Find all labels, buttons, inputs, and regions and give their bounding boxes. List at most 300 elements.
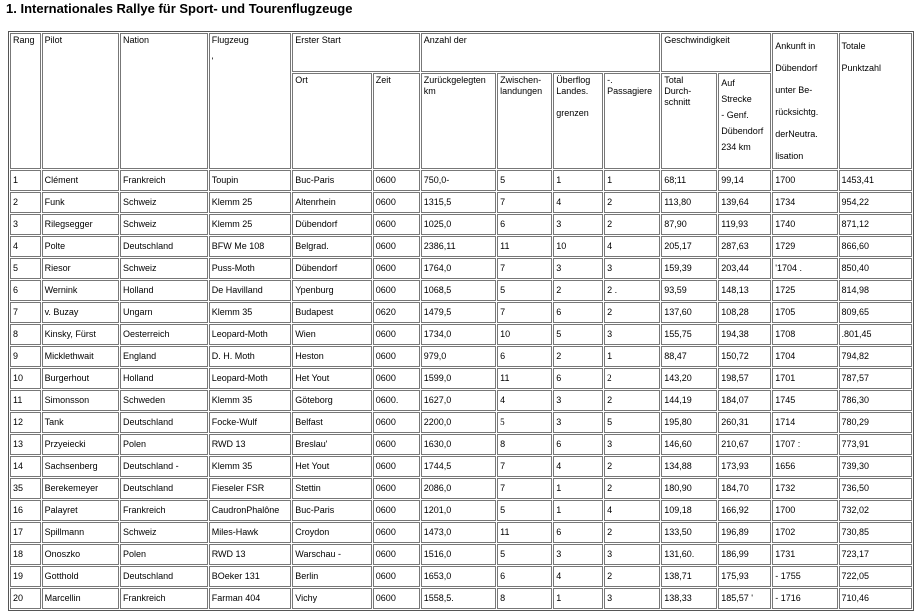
cell-zwischenlandungen: 8 [497,588,552,609]
cell-landesgrenzen: 1 [553,170,603,191]
cell-km: 1201,0 [421,500,496,521]
cell-punktzahl: 866,60 [839,236,912,257]
cell-start-ort: Göteborg [292,390,372,411]
cell-zwischenlandungen: 6 [497,566,552,587]
cell-strecke-genf: 139,64 [718,192,771,213]
cell-ankunft: '1704 . [772,258,837,279]
cell-start-zeit: 0600 [373,170,420,191]
header-ankunft-line-6: lisation [775,151,804,161]
header-total-line-2: Durch- [664,85,692,96]
cell-zwischenlandungen: 11 [497,236,552,257]
cell-start-ort: Warschau - [292,544,372,565]
cell-strecke-genf: 260,31 [718,412,771,433]
cell-rang: 3 [10,214,41,235]
cell-start-ort: Vichy [292,588,372,609]
cell-flugzeug: RWD 13 [209,544,292,565]
cell-rang: 2 [10,192,41,213]
cell-strecke-genf: 119,93 [718,214,771,235]
cell-landesgrenzen: 6 [553,522,603,543]
cell-landesgrenzen: 2 [553,280,603,301]
cell-start-zeit: 0600 [373,280,420,301]
cell-punktzahl: 710,46 [839,588,912,609]
cell-start-ort: Berlin [292,566,372,587]
cell-landesgrenzen: 6 [553,302,603,323]
cell-pilot: Simonsson [42,390,119,411]
cell-km: 1744,5 [421,456,496,477]
cell-flugzeug: Puss-Moth [209,258,292,279]
cell-strecke-genf: 210,67 [718,434,771,455]
cell-start-ort: Wien [292,324,372,345]
table-row [10,456,912,477]
cell-durchschnitt: 137,60 [661,302,717,323]
cell-landesgrenzen: 3 [553,390,603,411]
cell-durchschnitt: 134,88 [661,456,717,477]
cell-landesgrenzen: 4 [553,192,603,213]
cell-durchschnitt: 144,19 [661,390,717,411]
table-row [10,500,912,521]
cell-nation: Polen [120,434,208,455]
cell-strecke-genf: 175,93 [718,566,771,587]
header-total-line-3: schnitt [664,96,691,107]
cell-km: 1599,0 [421,368,496,389]
cell-flugzeug: Leopard-Moth [209,324,292,345]
cell-rang: 14 [10,456,41,477]
cell-punktzahl: 786,30 [839,390,912,411]
cell-start-zeit: 0600 [373,566,420,587]
cell-durchschnitt: 155,75 [661,324,717,345]
cell-strecke-genf: 203,44 [718,258,771,279]
header-ankunft-line-5: derNeutra. [775,129,818,139]
cell-nation: Frankreich [120,500,208,521]
cell-zwischenlandungen: 5 [497,544,552,565]
cell-landesgrenzen: 3 [553,214,603,235]
cell-durchschnitt: 88,47 [661,346,717,367]
header-flugzeug [209,33,292,169]
cell-ankunft: 1700 [772,170,837,191]
cell-km: 1473,0 [421,522,496,543]
cell-start-ort: Croydon [292,522,372,543]
cell-punktzahl: 732,02 [839,500,912,521]
cell-nation: Polen [120,544,208,565]
cell-rang: 19 [10,566,41,587]
table-row [10,368,912,389]
cell-durchschnitt: 131,60. [661,544,717,565]
cell-rang: 8 [10,324,41,345]
cell-nation: Ungarn [120,302,208,323]
header-auf-line-4: Dübendorf [721,125,764,136]
cell-passagiere: 2 [604,522,660,543]
cell-punktzahl: 1453,41 [839,170,912,191]
header-zurueckgelegten-line-2: km [423,85,436,96]
cell-start-zeit: 0600 [373,522,420,543]
cell-passagiere: 2 [604,214,660,235]
header-zwischen-line-2: landungen [500,85,543,96]
header-ankunft-line-2: Dübendorf [775,63,818,73]
cell-km: 750,0- [421,170,496,191]
cell-pilot: Rilegsegger [42,214,119,235]
header-auf-line-5: 234 km [721,141,751,152]
header-flugzeug-label: Flugzeug [211,35,249,45]
cell-pilot: Gotthold [42,566,119,587]
cell-pilot: Onoszko [42,544,119,565]
cell-zwischenlandungen: 10 [497,324,552,345]
cell-start-ort: Belfast [292,412,372,433]
table-row [10,214,912,235]
cell-rang: 11 [10,390,41,411]
cell-pilot: Micklethwait [42,346,119,367]
cell-start-ort: Budapest [292,302,372,323]
cell-strecke-genf: 196,89 [718,522,771,543]
cell-km: 2086,0 [421,478,496,499]
cell-ankunft: 1701 [772,368,837,389]
table-row [10,588,912,609]
cell-nation: Frankreich [120,170,208,191]
cell-durchschnitt: 87,90 [661,214,717,235]
cell-durchschnitt: 68;11 [661,170,717,191]
cell-flugzeug: Miles-Hawk [209,522,292,543]
cell-strecke-genf: 150,72 [718,346,771,367]
cell-ankunft: 1725 [772,280,837,301]
cell-passagiere: 3 [604,324,660,345]
cell-start-ort: Buc-Paris [292,170,372,191]
cell-pilot: Marcellin [42,588,119,609]
cell-start-zeit: 0620 [373,302,420,323]
cell-flugzeug: Farman 404 [209,588,292,609]
cell-passagiere: 4 [604,236,660,257]
cell-punktzahl: 809,65 [839,302,912,323]
cell-landesgrenzen: 3 [553,258,603,279]
cell-flugzeug: Fieseler FSR [209,478,292,499]
cell-start-zeit: 0600. [373,390,420,411]
header-total-line-1: Total [664,74,684,85]
cell-durchschnitt: 113,80 [661,192,717,213]
cell-durchschnitt: 159,39 [661,258,717,279]
cell-landesgrenzen: 6 [553,434,603,455]
cell-nation: Schweiz [120,192,208,213]
cell-passagiere: 1 [604,346,660,367]
table-row [10,544,912,565]
cell-pilot: Berekemeyer [42,478,119,499]
header-ankunft [772,33,837,169]
cell-strecke-genf: 173,93 [718,456,771,477]
cell-nation: Schweiz [120,214,208,235]
cell-flugzeug: D. H. Moth [209,346,292,367]
cell-pilot: Spillmann [42,522,119,543]
header-geschwindigkeit: Geschwindigkeit [661,33,771,72]
cell-km: 1315,5 [421,192,496,213]
table-row [10,280,912,301]
cell-pilot: Burgerhout [42,368,119,389]
cell-flugzeug: BOeker 131 [209,566,292,587]
cell-zwischenlandungen: 5 [497,280,552,301]
cell-durchschnitt: 133,50 [661,522,717,543]
cell-start-ort: Dübendorf [292,214,372,235]
cell-punktzahl: 794,82 [839,346,912,367]
cell-zwischenlandungen: 6 [497,346,552,367]
cell-landesgrenzen: 10 [553,236,603,257]
cell-flugzeug: Klemm 35 [209,456,292,477]
cell-rang: 18 [10,544,41,565]
cell-rang: 20 [10,588,41,609]
cell-flugzeug: Toupin [209,170,292,191]
cell-nation: Frankreich [120,588,208,609]
cell-ankunft: 1731 [772,544,837,565]
cell-zwischenlandungen: 11 [497,368,552,389]
cell-nation: Schweiz [120,522,208,543]
cell-zwischenlandungen: 5 [497,500,552,521]
table-row [10,522,912,543]
cell-pilot: Sachsenberg [42,456,119,477]
cell-passagiere: 2 [604,302,660,323]
cell-strecke-genf: 287,63 [718,236,771,257]
cell-start-ort: Buc-Paris [292,500,372,521]
cell-start-ort: Altenrhein [292,192,372,213]
cell-nation: England [120,346,208,367]
header-zwischen-line-1: Zwischen- [500,74,542,85]
header-zurueckgelegten [421,73,496,169]
cell-ankunft: 1714 [772,412,837,433]
cell-punktzahl: 780,29 [839,412,912,433]
cell-landesgrenzen: 2 [553,346,603,367]
cell-passagiere: 3 [604,544,660,565]
table-row [10,390,912,411]
cell-start-zeit: 0600 [373,456,420,477]
cell-durchschnitt: 146,60 [661,434,717,455]
cell-zwischenlandungen: 7 [497,478,552,499]
cell-start-zeit: 0600 [373,214,420,235]
cell-flugzeug: Klemm 25 [209,214,292,235]
cell-landesgrenzen: 1 [553,478,603,499]
cell-strecke-genf: 108,28 [718,302,771,323]
cell-ankunft: 1745 [772,390,837,411]
cell-punktzahl: 850,40 [839,258,912,279]
cell-pilot: Kinsky, Fürst [42,324,119,345]
cell-punktzahl: 814,98 [839,280,912,301]
table-row [10,302,912,323]
cell-zwischenlandungen: 7 [497,456,552,477]
cell-start-zeit: 0600 [373,588,420,609]
cell-nation: Holland [120,368,208,389]
cell-punktzahl: 773,91 [839,434,912,455]
cell-pilot: Polte [42,236,119,257]
cell-punktzahl: .801,45 [839,324,912,345]
header-auf-line-1: Auf [721,77,735,88]
cell-flugzeug: Klemm 35 [209,390,292,411]
cell-km: 2386,11 [421,236,496,257]
table-row [10,170,912,191]
header-rang: Rang [10,33,41,169]
cell-start-ort: Stettin [292,478,372,499]
cell-strecke-genf: 184,07 [718,390,771,411]
header-totale-line-2: Punktzahl [841,63,882,73]
cell-km: 1068,5 [421,280,496,301]
cell-pilot: Funk [42,192,119,213]
cell-km: 979,0 [421,346,496,367]
cell-strecke-genf: 185,57 ' [718,588,771,609]
table-row [10,258,912,279]
cell-ankunft: 1734 [772,192,837,213]
cell-durchschnitt: 143,20 [661,368,717,389]
cell-ankunft: 1704 [772,346,837,367]
cell-pilot: Palayret [42,500,119,521]
page-title: 1. Internationales Rallye für Sport- und Tourenflugzeuge [6,1,353,16]
header-auf-line-3: - Genf. [721,109,749,120]
header-auf-line-2: Strecke [721,93,752,104]
cell-landesgrenzen: 3 [553,412,603,433]
header-ankunft-line-1: Ankunft in [775,41,816,51]
cell-passagiere: 2 [604,368,660,389]
cell-start-zeit: 0600 [373,258,420,279]
cell-start-zeit: 0600 [373,500,420,521]
cell-nation: Holland [120,280,208,301]
cell-zwischenlandungen: 11 [497,522,552,543]
cell-passagiere: 3 [604,588,660,609]
cell-passagiere: 3 [604,258,660,279]
cell-pilot: Clément [42,170,119,191]
cell-rang: 13 [10,434,41,455]
cell-passagiere: 3 [604,434,660,455]
cell-start-zeit: 0600 [373,368,420,389]
cell-strecke-genf: 99,14 [718,170,771,191]
cell-rang: 4 [10,236,41,257]
header-ankunft-line-4: rücksichtg. [775,107,819,117]
cell-flugzeug: Klemm 35 [209,302,292,323]
cell-start-ort: Het Yout [292,456,372,477]
cell-durchschnitt: 93,59 [661,280,717,301]
table-row [10,346,912,367]
cell-zwischenlandungen: 6 [497,214,552,235]
cell-landesgrenzen: 1 [553,588,603,609]
cell-passagiere: 2 [604,456,660,477]
cell-passagiere: 5 [604,412,660,433]
cell-rang: 9 [10,346,41,367]
cell-nation: Schweden [120,390,208,411]
cell-nation: Deutschland [120,566,208,587]
cell-rang: 12 [10,412,41,433]
cell-landesgrenzen: 4 [553,566,603,587]
cell-rang: 1 [10,170,41,191]
header-ort: Ort [292,73,372,169]
header-nation: Nation [120,33,208,169]
cell-strecke-genf: 166,92 [718,500,771,521]
cell-flugzeug: BFW Me 108 [209,236,292,257]
cell-landesgrenzen: 1 [553,500,603,521]
cell-km: 1653,0 [421,566,496,587]
cell-km: 1479,5 [421,302,496,323]
cell-start-ort: Dübendorf [292,258,372,279]
cell-ankunft: 1708 [772,324,837,345]
table-row [10,412,912,433]
cell-nation: Oesterreich [120,324,208,345]
cell-rang: 16 [10,500,41,521]
cell-start-zeit: 0600 [373,324,420,345]
cell-start-ort: Het Yout [292,368,372,389]
cell-strecke-genf: 148,13 [718,280,771,301]
cell-ankunft: 1740 [772,214,837,235]
cell-passagiere: 2 [604,192,660,213]
cell-rang: 6 [10,280,41,301]
cell-flugzeug: De Havilland [209,280,292,301]
cell-passagiere: 1 [604,170,660,191]
cell-km: 1516,0 [421,544,496,565]
cell-ankunft: 1705 [772,302,837,323]
cell-zwischenlandungen: 7 [497,192,552,213]
cell-punktzahl: 736,50 [839,478,912,499]
cell-zwischenlandungen: 8 [497,434,552,455]
cell-nation: Deutschland [120,236,208,257]
cell-km: 2200,0 [421,412,496,433]
cell-ankunft: 1732 [772,478,837,499]
cell-pilot: Riesor [42,258,119,279]
cell-rang: 7 [10,302,41,323]
cell-punktzahl: 787,57 [839,368,912,389]
cell-passagiere: 4 [604,500,660,521]
cell-flugzeug: RWD 13 [209,434,292,455]
cell-ankunft: 1729 [772,236,837,257]
header-anzahl-der: Anzahl der [421,33,661,72]
cell-strecke-genf: 194,38 [718,324,771,345]
cell-nation: Deutschland - [120,456,208,477]
header-row-1 [10,33,912,72]
header-auf-strecke [718,73,771,169]
cell-passagiere: 2 [604,478,660,499]
cell-landesgrenzen: 4 [553,456,603,477]
cell-landesgrenzen: 3 [553,544,603,565]
table-row [10,434,912,455]
cell-punktzahl: 739,30 [839,456,912,477]
header-ueberflog-line-3: grenzen [556,107,589,118]
cell-ankunft: - 1716 [772,588,837,609]
cell-start-zeit: 0600 [373,478,420,499]
cell-start-zeit: 0600 [373,192,420,213]
cell-km: 1627,0 [421,390,496,411]
cell-zwischenlandungen: 7 [497,302,552,323]
header-ankunft-line-3: unter Be- [775,85,813,95]
cell-rang: 17 [10,522,41,543]
cell-rang: 35 [10,478,41,499]
cell-flugzeug: Focke-Wulf [209,412,292,433]
cell-km: 1764,0 [421,258,496,279]
cell-durchschnitt: 205,17 [661,236,717,257]
header-ueberflog [553,73,603,169]
cell-start-ort: Heston [292,346,372,367]
table-row [10,236,912,257]
header-total-durchschnitt [661,73,717,169]
header-ueberflog-line-1: Überflog [556,74,591,85]
cell-start-zeit: 0600 [373,236,420,257]
header-flugzeug-mark: ' [211,56,214,66]
cell-rang: 5 [10,258,41,279]
cell-km: 1630,0 [421,434,496,455]
cell-nation: Schweiz [120,258,208,279]
cell-km: 1025,0 [421,214,496,235]
cell-zwischenlandungen: 5 [497,170,552,191]
header-ueberflog-line-2: Landes. [556,85,589,96]
table-row [10,566,912,587]
cell-punktzahl: 722,05 [839,566,912,587]
cell-durchschnitt: 138,71 [661,566,717,587]
results-table [8,31,914,611]
cell-durchschnitt: 195,80 [661,412,717,433]
cell-strecke-genf: 186,99 [718,544,771,565]
header-zeit: Zeit [373,73,420,169]
cell-punktzahl: 871,12 [839,214,912,235]
cell-flugzeug: Leopard-Moth [209,368,292,389]
cell-durchschnitt: 109,18 [661,500,717,521]
cell-strecke-genf: 198,57 [718,368,771,389]
cell-rang: 10 [10,368,41,389]
cell-start-zeit: 0600 [373,412,420,433]
